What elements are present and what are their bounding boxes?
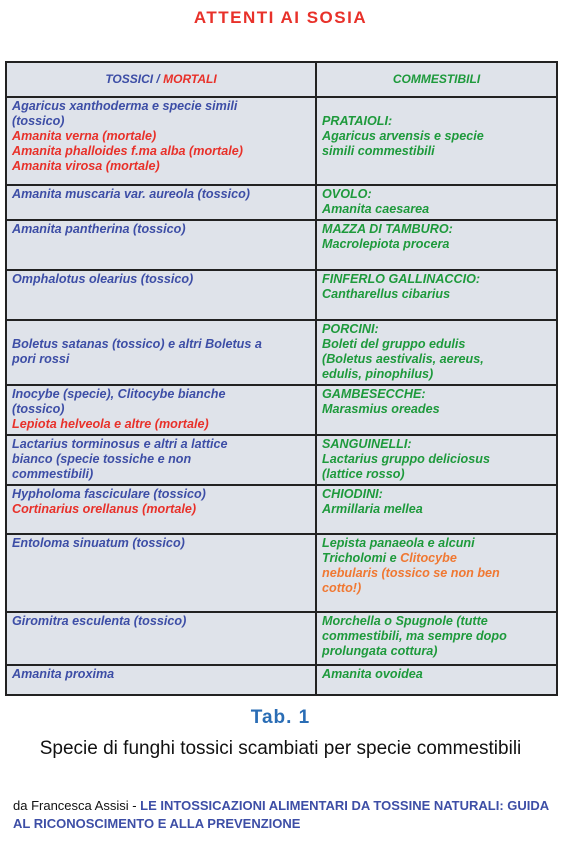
toxic-species-line: bianco (specie tossiche e non <box>12 452 192 466</box>
toxic-species-line: commestibili) <box>12 467 94 481</box>
edible-species-line: Armillaria mellea <box>322 502 423 516</box>
toxic-species-line: Inocybe (specie), Clitocybe bianche <box>12 387 226 401</box>
edible-species-line: PORCINI: <box>322 322 379 336</box>
table-row <box>6 185 557 220</box>
toxic-cell <box>6 534 316 612</box>
toxic-cell <box>6 220 316 270</box>
edible-cell <box>316 385 557 435</box>
toxic-species-line: Amanita proxima <box>12 667 115 681</box>
caption: Specie di funghi tossici scambiati per specie commestibili <box>39 738 522 759</box>
toxic-species-line: Agaricus xanthoderma e specie simili <box>12 99 238 113</box>
edible-cell <box>316 665 557 695</box>
header-edible <box>316 62 557 97</box>
toxic-species-line: Amanita pantherina (tossico) <box>12 222 186 236</box>
edible-cell <box>316 612 557 665</box>
edible-species-line: Amanita caesarea <box>322 202 430 216</box>
edible-cell <box>316 534 557 612</box>
toxic-species-line: Amanita phalloides f.ma alba (mortale) <box>12 144 243 158</box>
toxic-species-line: Entoloma sinuatum (tossico) <box>12 536 185 550</box>
edible-species-line: Macrolepiota procera <box>322 237 450 251</box>
edible-species-line: GAMBESECCHE: <box>322 387 426 401</box>
table-row <box>6 97 557 185</box>
toxic-cell <box>6 612 316 665</box>
toxic-species-line: pori rossi <box>12 352 70 366</box>
toxic-cell <box>6 270 316 320</box>
credit-source-title: LE INTOSSICAZIONI ALIMENTARI DA TOSSINE NATURALI: GUIDA AL RICONOSCIMENTO E ALLA PREVENZIONE <box>13 798 549 831</box>
edible-species-line: (Boletus aestivalis, aereus, <box>322 352 484 366</box>
edible-species-line: Marasmius oreades <box>322 402 440 416</box>
edible-species-line: FINFERLO GALLINACCIO: <box>322 272 481 286</box>
edible-species-line: edulis, pinophilus) <box>322 367 434 381</box>
table-row <box>6 220 557 270</box>
toxic-species-line: Giromitra esculenta (tossico) <box>12 614 187 628</box>
toxic-species-line: (tossico) <box>12 402 65 416</box>
edible-species-line: (lattice rosso) <box>322 467 405 481</box>
mushroom-table <box>5 61 556 696</box>
table-row <box>6 485 557 534</box>
edible-species-line: CHIODINI: <box>322 487 383 501</box>
edible-species-line: Morchella o Spugnole (tutte <box>322 614 488 628</box>
edible-cell <box>316 97 557 185</box>
edible-species-line <box>322 302 551 317</box>
table-row <box>6 270 557 320</box>
edible-species-line: Amanita ovoidea <box>322 667 423 681</box>
toxic-species-line: Omphalotus olearius (tossico) <box>12 272 194 286</box>
toxic-cell <box>6 97 316 185</box>
table-row <box>6 435 557 485</box>
edible-species-line: Lactarius gruppo deliciosus <box>322 452 490 466</box>
toxic-cell <box>6 665 316 695</box>
toxic-species-line: Cortinarius orellanus (mortale) <box>12 502 197 516</box>
edible-species-line: commestibili, ma sempre dopo <box>322 629 507 643</box>
edible-species-line: prolungata cottura) <box>322 644 438 658</box>
table-row <box>6 534 557 612</box>
table-number: Tab. 1 <box>250 707 311 728</box>
table-row <box>6 320 557 385</box>
edible-species-line: cotto!) <box>322 581 362 595</box>
header-toxic-label: TOSSICI / <box>105 71 164 86</box>
edible-cell <box>316 320 557 385</box>
edible-species-line: nebularis (tossico se non ben <box>322 566 500 580</box>
table-row <box>6 665 557 695</box>
toxic-species-line: Boletus satanas (tossico) e altri Boletus a <box>12 337 262 351</box>
header-mortal-label: MORTALI <box>163 71 217 86</box>
edible-species-line: Boleti del gruppo edulis <box>322 337 466 351</box>
toxic-species-line: Lepiota helveola e altre (mortale) <box>12 417 209 431</box>
toxic-species-line: Amanita virosa (mortale) <box>12 159 160 173</box>
toxic-cell <box>6 485 316 534</box>
header-edible-label: COMMESTIBILI <box>392 71 481 86</box>
table-row <box>6 612 557 665</box>
toxic-species-line: Amanita muscaria var. aureola (tossico) <box>12 187 250 201</box>
toxic-species-line: (tossico) <box>12 114 65 128</box>
page-title: ATTENTI AI SOSIA <box>193 8 368 27</box>
edible-cell <box>316 435 557 485</box>
edible-cell <box>316 220 557 270</box>
edible-species-line <box>322 99 551 114</box>
toxic-cell <box>6 320 316 385</box>
edible-species-warning: Clitocybe <box>400 551 457 565</box>
edible-species-line: Tricholomi e Clitocybe <box>322 551 457 565</box>
edible-species-line: Lepista panaeola e alcuni <box>322 536 475 550</box>
edible-species-line: simili commestibili <box>322 144 435 158</box>
edible-cell <box>316 270 557 320</box>
edible-species-line: Cantharellus cibarius <box>322 287 451 301</box>
edible-species-line: OVOLO: <box>322 187 372 201</box>
toxic-cell <box>6 385 316 435</box>
toxic-cell <box>6 435 316 485</box>
header-toxic <box>6 62 316 97</box>
edible-species-line: Agaricus arvensis e specie <box>322 129 484 143</box>
edible-species-line: SANGUINELLI: <box>322 437 412 451</box>
toxic-cell <box>6 185 316 220</box>
edible-species-line <box>322 252 551 267</box>
toxic-species-line: Hypholoma fasciculare (tossico) <box>12 487 206 501</box>
toxic-species-line <box>12 322 310 337</box>
edible-cell <box>316 185 557 220</box>
edible-species-line: PRATAIOLI: <box>322 114 393 128</box>
edible-species-line: MAZZA DI TAMBURO: <box>322 222 453 236</box>
edible-cell <box>316 485 557 534</box>
toxic-species-line: Lactarius torminosus e altri a lattice <box>12 437 228 451</box>
toxic-species-line: Amanita verna (mortale) <box>12 129 157 143</box>
table-row <box>6 385 557 435</box>
credit <box>13 797 553 833</box>
credit-author: da Francesca Assisi - <box>13 798 141 813</box>
